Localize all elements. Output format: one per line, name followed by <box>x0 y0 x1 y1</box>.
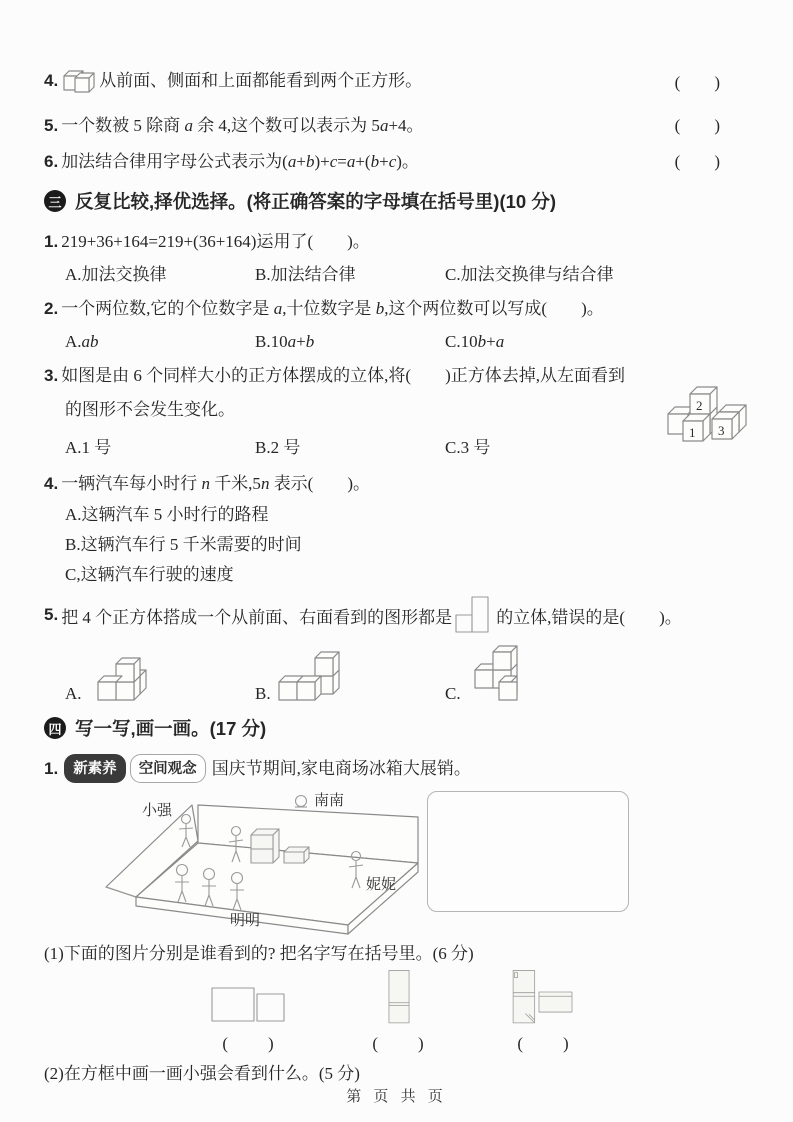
question-text-post: 的立体,错误的是( )。 <box>496 607 682 627</box>
section-three-icon: 三 <box>44 190 66 212</box>
option-c: C.10b+a <box>445 332 505 351</box>
view-figures-row <box>44 969 720 1053</box>
option-c: C.加法交换律与结合律 <box>445 265 614 284</box>
choice-q2 <box>44 296 720 322</box>
option-label: C. <box>445 684 461 703</box>
question-number: 1. <box>44 232 59 251</box>
view-figure-3 <box>474 969 614 1054</box>
section-four-icon: 四 <box>44 717 66 739</box>
cube-option-c <box>445 642 635 704</box>
scene-label-xiaoqiang: 小强 <box>142 803 173 819</box>
spatial-concept-badge: 空间观念 <box>130 754 206 783</box>
question-text: 国庆节期间,家电商场冰箱大展销。 <box>211 758 471 778</box>
q3-cube-figure <box>650 386 752 444</box>
option-b: B.加法结合律 <box>255 265 356 284</box>
answer-bracket: ( ) <box>674 152 720 171</box>
draw-q1 <box>44 754 720 783</box>
question-number: 5. <box>44 116 59 135</box>
option-c: C.3 号 <box>445 438 491 457</box>
question-number: 5. <box>44 605 59 624</box>
option-b: B.2 号 <box>255 438 301 457</box>
question-number: 4. <box>44 71 59 90</box>
choice-q3-options <box>44 435 720 461</box>
option-a: A.1 号 <box>65 438 112 457</box>
answer-bracket-1: ( ) <box>222 1034 276 1053</box>
answer-bracket: ( ) <box>674 116 720 135</box>
cube-stack-a <box>86 646 150 704</box>
judge-item-4 <box>44 66 720 96</box>
option-a: A.ab <box>65 332 99 351</box>
scene-label-nini: 妮妮 <box>366 877 397 893</box>
judge-item-4-text <box>44 66 422 96</box>
choice-q5-figures <box>44 642 720 704</box>
scene-illustration <box>100 785 430 935</box>
answer-bracket-3: ( ) <box>517 1034 571 1053</box>
two-cubes-icon <box>61 66 99 96</box>
choice-q4-option-b: B.这辆汽车行 5 千米需要的时间 <box>65 535 302 554</box>
cube-stack-b <box>275 648 343 704</box>
question-number: 2. <box>44 299 59 318</box>
judge-item-5 <box>44 113 720 139</box>
cube-figure-label-3: 3 <box>718 423 725 438</box>
drawing-box[interactable] <box>427 791 629 912</box>
choice-q4-option-a: A.这辆汽车 5 小时行的路程 <box>65 505 269 524</box>
option-a: A.加法交换律 <box>65 265 167 284</box>
judge-statement: 从前面、侧面和上面都能看到两个正方形。 <box>99 71 423 90</box>
question-number: 3. <box>44 366 59 385</box>
question-text: 一辆汽车每小时行 n 千米,5n 表示( )。 <box>61 474 371 493</box>
judge-item-6-text <box>44 149 419 175</box>
choice-q2-options <box>44 329 720 355</box>
option-label: B. <box>255 684 271 703</box>
judge-item-6 <box>44 149 720 175</box>
choice-q4 <box>44 471 720 497</box>
sub-question-2: (2)在方框中画一画小强会看到什么。(5 分) <box>44 1064 360 1083</box>
view-figure-1 <box>194 983 304 1054</box>
section-header-draw <box>44 715 720 741</box>
question-text-pre: 把 4 个正方体搭成一个从前面、右面看到的图形都是 <box>61 607 453 627</box>
judge-statement: 加法结合律用字母公式表示为(a+b)+c=a+(b+c)。 <box>61 152 419 171</box>
section-header-choice <box>44 188 720 214</box>
page-content <box>44 0 720 1087</box>
answer-bracket: ( ) <box>674 73 720 92</box>
new-literacy-badge: 新素养 <box>64 754 126 783</box>
cube-stack-c <box>465 642 527 704</box>
choice-q1 <box>44 229 720 255</box>
choice-q5 <box>44 594 720 636</box>
sub-question-1: (1)下面的图片分别是谁看到的? 把名字写在括号里。(6 分) <box>44 944 474 963</box>
scene-label-nannan: 南南 <box>314 793 345 809</box>
cube-figure-label-2: 2 <box>696 398 703 413</box>
page-footer: 第 页 共 页 <box>346 1088 447 1105</box>
question-text-line2: 的图形不会发生变化。 <box>65 400 235 419</box>
section-title: 写一写,画一画。(17 分) <box>75 718 267 739</box>
choice-q1-options <box>44 262 720 288</box>
question-text-line1: 如图是由 6 个同样大小的正方体摆成的立体,将( )正方体去掉,从左面看到 <box>61 366 626 385</box>
choice-q4-option-c: C,这辆汽车行驶的速度 <box>65 565 234 584</box>
option-label: A. <box>65 684 82 703</box>
question-number: 6. <box>44 152 59 171</box>
question-text: 一个两位数,它的个位数字是 a,十位数字是 b,这个两位数可以写成( )。 <box>61 299 604 318</box>
answer-bracket-2: ( ) <box>372 1034 426 1053</box>
judge-item-5-text <box>44 113 424 139</box>
l-shape-view-figure <box>454 594 494 636</box>
judge-statement: 一个数被 5 除商 a 余 4,这个数可以表示为 5a+4。 <box>61 116 424 135</box>
scene-label-mingming: 明明 <box>230 913 261 929</box>
cube-option-a <box>65 642 255 704</box>
question-number: 4. <box>44 474 59 493</box>
view-figure-2 <box>344 969 454 1054</box>
cube-figure-label-1: 1 <box>689 425 696 440</box>
section-title: 反复比较,择优选择。(将正确答案的字母填在括号里)(10 分) <box>75 191 557 212</box>
question-text: 219+36+164=219+(36+164)运用了( )。 <box>61 232 370 251</box>
question-number: 1. <box>44 758 59 778</box>
choice-q3 <box>44 363 720 423</box>
cube-option-b <box>255 642 445 704</box>
scene-section <box>44 785 720 935</box>
option-b: B.10a+b <box>255 332 315 351</box>
